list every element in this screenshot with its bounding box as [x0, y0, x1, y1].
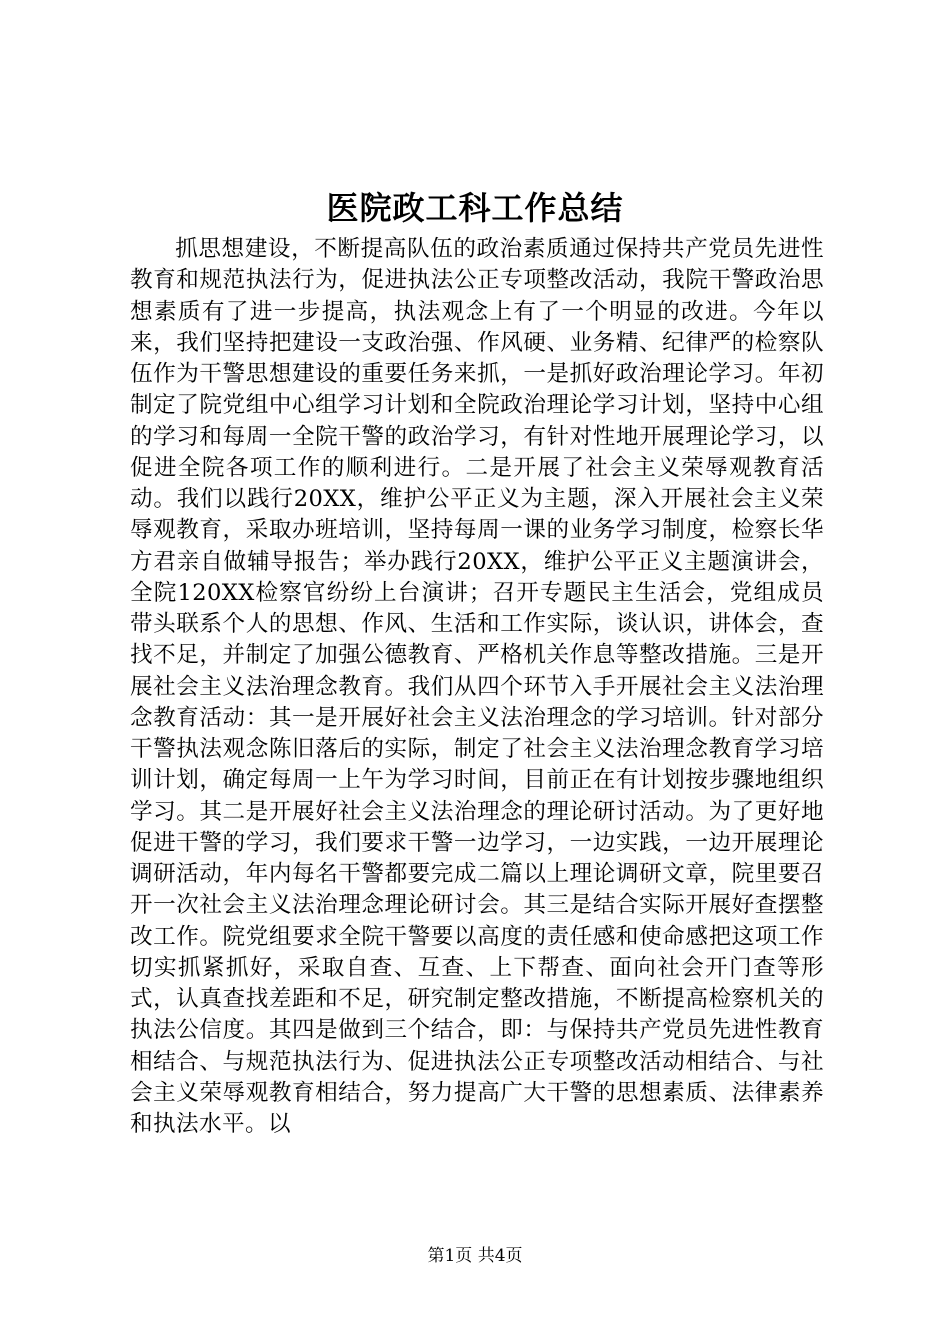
body-paragraph: 抓思想建设，不断提高队伍的政治素质通过保持共产党员先进性教育和规范执法行为，促进执法公正专项整改活动，我院干警政治思想素质有了进一步提高，执法观念上有了一个明显的改进。今年以来，我们坚持把建设一支政治强、作风硬、业务精、纪律严的检察队伍作为干警思想建设的重要任务来抓，一是抓好政治理论学习。年初制定了院党组中心组学习计划和全院政治理论学习计划，坚持中心组的学习和每周一全院干警的政治学习，有针对性地开展理论学习，以促进全院各项工作的顺利进行。二是开展了社会主义荣辱观教育活动。我们以践行20XX，维护公平正义为主题，深入开展社会主义荣辱观教育，采取办班培训，坚持每周一课的业务学习制度，检察长华方君亲自做辅导报告；举办践行20XX，维护公平正义主题演讲会，全院120XX检察官纷纷上台演讲；召开专题民主生活会，党组成员带头联系个人的思想、作风、生活和工作实际，谈认识，讲体会，查找不足，并制定了加强公德教育、严格机关作息等整改措施。三是开展社会主义法治理念教育。我们从四个环节入手开展社会主义法治理念教育活动：其一是开展好社会主义法治理念的学习培训。针对部分干警执法观念陈旧落后的实际，制定了社会主义法治理念教育学习培训计划，确定每周一上午为学习时间，目前正在有计划按步骤地组织学习。其二是开展好社会主义法治理念的理论研讨活动。为了更好地促进干警的学习，我们要求干警一边学习，一边实践，一边开展理论调研活动，年内每名干警都要完成二篇以上理论调研文章，院里要召开一次社会主义法治理念理论研讨会。其三是结合实际开展好查摆整改工作。院党组要求全院干警要以高度的责任感和使命感把这项工作切实抓紧抓好，采取自查、互查、上下帮查、面向社会开门查等形式，认真查找差距和不足，研究制定整改措施，不断提高检察机关的执法公信度。其四是做到三个结合，即：与保持共产党员先进性教育相结合、与规范执法行为、促进执法公正专项整改活动相结合、与社会主义荣辱观教育相结合，努力提高广大干警的思想素质、法律素养和执法水平。以 [130, 236, 824, 1137]
page-number-footer: 第1页 共4页 [427, 1246, 523, 1266]
document-title: 医院政工科工作总结 [326, 189, 624, 227]
